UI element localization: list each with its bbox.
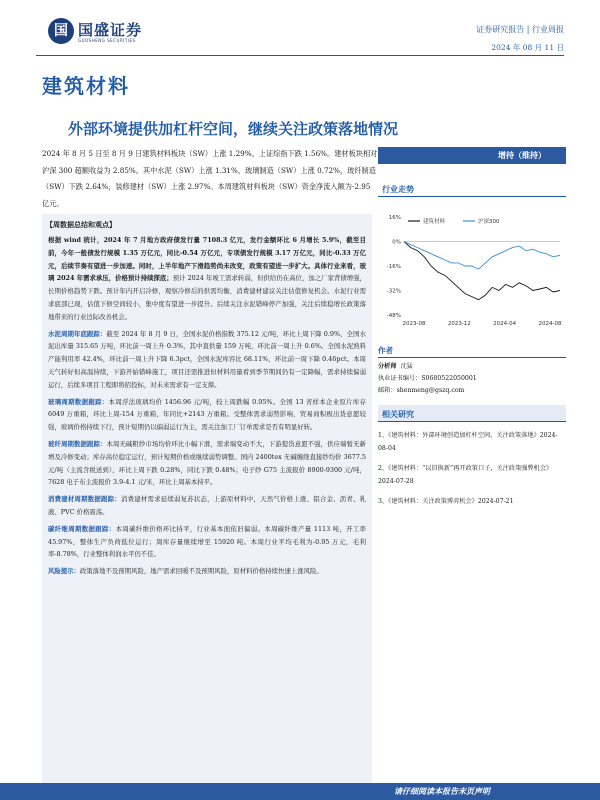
header-divider bbox=[36, 55, 564, 56]
x-tick-label: 2024-04 bbox=[493, 321, 517, 327]
license-number: S0680522050001 bbox=[421, 375, 477, 382]
overview-bold: 根据 wind 统计，2024 年 7 月地方政府债发行量 7108.3 亿元，发行金额环比 6 月增长 5.9%，截至目前，今年一般债发行规模 1.35 万亿元，同比-0.54 万亿元，专项债发行规模 3.17 万亿元，同比-0.33 万亿元，后续节奏有望进一步加速。同时，上半年地产下滑趋势尚未改变，政策有望进一步扩大。具体行业来看，玻璃 2024 年需求承压，价格预计持续探底； bbox=[48, 236, 366, 283]
carbon-heading: 碳纤维周期数据跟踪： bbox=[48, 524, 116, 533]
y-tick-label: 16% bbox=[388, 215, 401, 221]
analyst-label: 分析师 bbox=[378, 363, 397, 370]
legend-label: 建筑材料 bbox=[423, 219, 446, 225]
footer-disclaimer: 请仔细阅读本报告末页声明 bbox=[394, 786, 490, 796]
series-line-building-materials bbox=[404, 242, 560, 300]
logo-mark-icon: 国 bbox=[48, 18, 74, 44]
trend-chart bbox=[378, 205, 566, 335]
intro-paragraph: 2024 年 8 月 5 日至 8 月 9 日建筑材料板块（SW）上涨 1.29%。上证综指下跌 1.56%。建材板块相对沪深 300 超额收益为 2.85%。其中水泥（SW）上涨 1.31%，玻璃制造（SW）上涨 0.72%，玻纤制造（SW）下跌 2.64%，装修建材（SW）上涨 2.97%。本周建筑材料板块（SW）资金净流入额为-2.95 亿元。 bbox=[42, 149, 378, 208]
industry-name: 建筑材料 bbox=[42, 74, 130, 98]
analyst-name-row bbox=[378, 361, 566, 373]
related-item[interactable]: 3、《建筑材料：关注政策博弈机会》2024-07-21 bbox=[378, 498, 514, 505]
rating-bar bbox=[378, 147, 566, 164]
legend-label: 沪深300 bbox=[478, 219, 500, 225]
y-tick-label: -32% bbox=[386, 288, 401, 295]
analyst-block bbox=[378, 345, 566, 397]
email-label: 邮箱： bbox=[378, 387, 397, 394]
trend-heading: 行业走势 bbox=[378, 180, 566, 197]
fiber-text: 本周无碱粗纱市场均价环比小幅下滑，需求端变动不大，下游提货意愿不强，供应端暂无新增及冷修变动；库存高位稳定运行，预计短期价格或继续弱势调整。国内 2400tex 无碱缠绕直接纱均价 3677.5 元/吨（主流含税送到），环比上周下跌 0.28%，同比下跌 0.48%；电子纱 G75 主流报价 8900-9300 元/吨，7628 电子布主流报价 3.9-4.1 元/米，环比上周基本持平。 bbox=[48, 439, 367, 487]
x-tick-label: 2023-08 bbox=[402, 321, 426, 327]
logo-english: GUOSHENG SECURITIES bbox=[78, 38, 136, 43]
series-line-csi300 bbox=[404, 242, 560, 270]
consumer-text: 消费建材需求延续弱复苏状态，上游原材料中，天然气价格上涨、铝合金、沥青、乳液、PVC 价格震荡。 bbox=[48, 495, 367, 516]
email-address[interactable]: shenmeng@gszq.com bbox=[396, 387, 465, 394]
x-tick-label: 2024-08 bbox=[538, 321, 562, 327]
y-tick-label: -48% bbox=[386, 313, 401, 319]
glass-heading: 玻璃周期数据跟踪： bbox=[48, 397, 109, 406]
report-title: 外部环境提供加杠杆空间，继续关注政策落地情况 bbox=[68, 120, 399, 138]
rating-text: 增持（维持） bbox=[498, 151, 546, 160]
analyst-heading-spacer bbox=[378, 336, 566, 340]
cement-text: 截至 2024 年 8 月 9 日，全国水泥价格指数 375.12 元/吨，环比上周下降 0.9%，全国水泥出库量 315.65 万吨，环比前一周上升 0.3%，其中直供量 159 万吨，环比前一周上升 0.6%。全国水泥熟料产能利用率 42.4%，环比前一周上升下降 6.3pct，全国水泥库容比 68.11%，环比前一周下降 0.46pct。本周天气转好但高温持续，下游开始错峰施工，项目还需推进但材料用量看到季节期间仍有一定降幅，需求持续偏弱运行，后续多项目工程即将招投标，对未来需求有一定支撑。 bbox=[48, 329, 366, 389]
related-research bbox=[378, 405, 566, 509]
fiber-heading: 玻纤周期数据跟踪： bbox=[48, 439, 107, 448]
x-tick-label: 2023-12 bbox=[447, 321, 471, 327]
y-tick-label: -16% bbox=[386, 264, 401, 270]
overview-text: 预计 2024 年竣工需求转弱，但供给仍在高位，加之厂家背债增强，长期价格趋势下跌。预计年内开启冷修，观察冷修后的供需均衡，消费建材建议关注估值修复机会。水泥行业需求底部已现，估值下修空间较小，集中度有望进一步提升。后续关注水泥错峰停产加强，关注后续稳增长政策落地带来的行业边际改善机会。 bbox=[48, 274, 366, 321]
company-logo bbox=[48, 18, 160, 48]
paragraph-consumer bbox=[48, 493, 366, 519]
analyst-heading: 作者 bbox=[378, 345, 566, 358]
carbon-text: 本周碳纤维价格环比持平，行业基本面依旧偏弱。本周碳纤维产量 1113 吨，开工率 45.97%，整体生产负荷低位运行；周库存量继续增至 15920 吨。本周行业平均毛利为-0.95 万元，毛利率-8.78%，行业整体利润水平仍不佳。 bbox=[48, 524, 367, 559]
paragraph-fiber bbox=[48, 438, 366, 489]
paragraph-risk bbox=[48, 565, 366, 578]
summary-heading: 【周数据总结和观点】 bbox=[46, 221, 116, 229]
license-row bbox=[378, 373, 566, 385]
summary-body bbox=[48, 234, 366, 578]
paragraph-carbon bbox=[48, 523, 366, 561]
y-tick-label: 0% bbox=[392, 239, 401, 246]
report-date: 2024 年 08 月 11 日 bbox=[491, 43, 564, 52]
cement-heading: 水泥周期年底跟踪： bbox=[48, 329, 107, 338]
related-heading: 相关研究 bbox=[378, 405, 566, 422]
related-item[interactable]: 1、《建筑材料：外部环境创造加杠杆空间，关注政策落地》2024-08-04 bbox=[378, 432, 558, 452]
paragraph-overview bbox=[48, 234, 366, 324]
risk-heading: 风险提示： bbox=[48, 567, 80, 576]
glass-text: 本周浮法玻璃均价 1456.96 元/吨，较上周跌幅 0.95%。全国 13 省样本企业原片库存 6049 万重箱，环比上周-154 万重箱，年同比+2143 万重箱。受整体需求弱势影响，贸易商积极出货意愿较强，玻璃价格持续下行，预计短期仍以偏弱运行为主，需关注加工厂订单需求是否有明显好转。 bbox=[48, 397, 367, 432]
footer-bar bbox=[0, 783, 600, 800]
report-type: 证券研究报告 | 行业周报 bbox=[476, 25, 564, 34]
related-item[interactable]: 2、《建筑材料：“以旧换新”再开政策口子，关注政策强弊机会》2024-07-28 bbox=[378, 465, 553, 485]
paragraph-glass bbox=[48, 396, 366, 434]
license-label: 执业证书编号： bbox=[378, 375, 422, 382]
summary-box bbox=[42, 214, 372, 784]
email-row bbox=[378, 385, 566, 397]
risk-text: 政策落地不及预期风险，地产需求回暖不及预期风险，原材料价格持续快速上涨风险。 bbox=[79, 567, 323, 576]
analyst-name: 沈猛 bbox=[400, 363, 413, 370]
consumer-heading: 消费建材周期数据跟踪： bbox=[48, 495, 121, 504]
logo-name: 国盛证券 bbox=[78, 21, 143, 39]
paragraph-cement bbox=[48, 328, 366, 392]
